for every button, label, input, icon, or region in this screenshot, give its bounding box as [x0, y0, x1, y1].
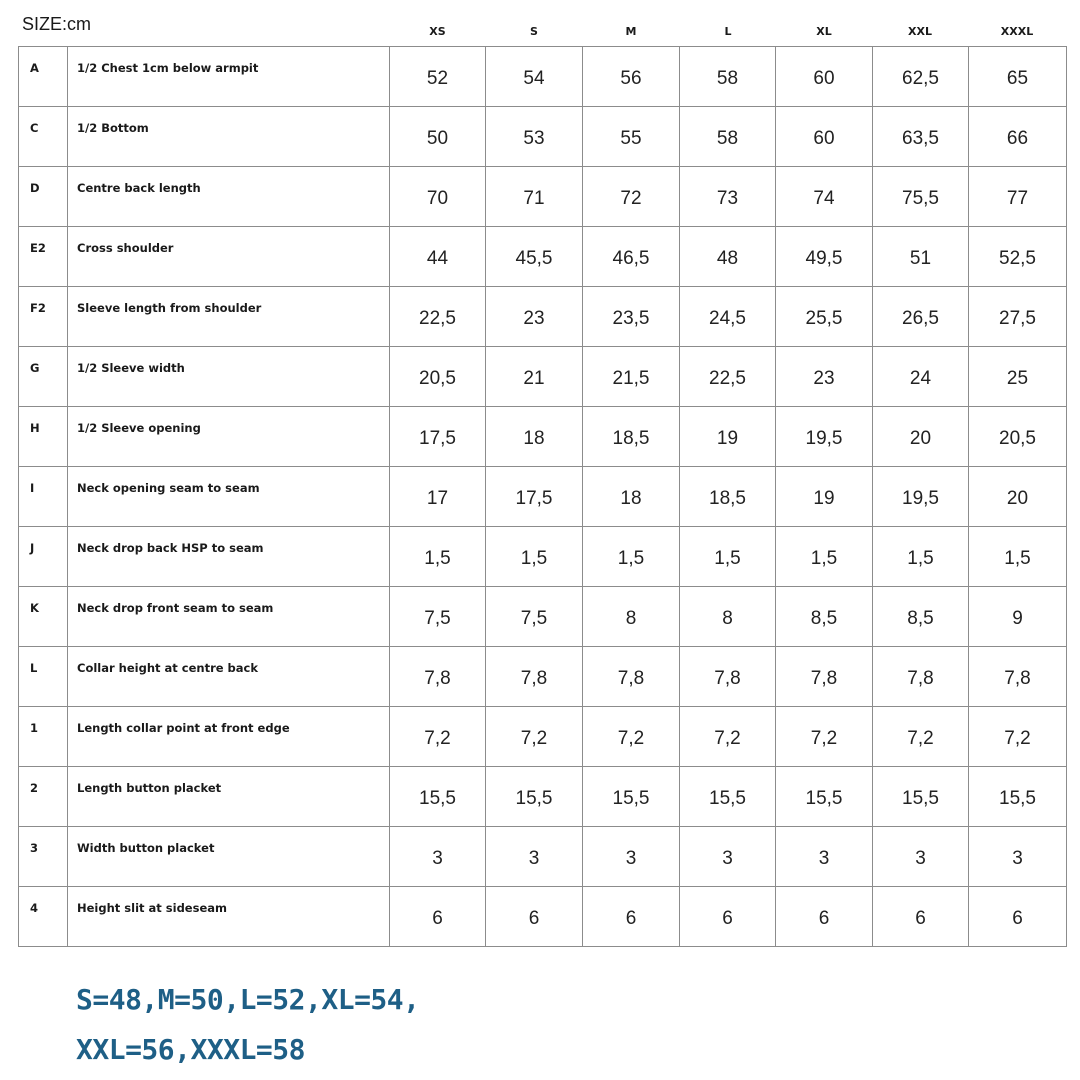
measurement-value-xs: 3: [390, 827, 486, 887]
measurement-value-xs: 17: [390, 467, 486, 527]
measurement-value-xs: 20,5: [390, 347, 486, 407]
measurement-value-xl: 19: [776, 467, 873, 527]
measurement-value-m: 56: [583, 47, 680, 107]
measurement-value-xxxl: 7,8: [969, 647, 1067, 707]
measurement-code: 1: [19, 707, 68, 767]
measurement-value-xxxl: 25: [969, 347, 1067, 407]
measurement-value-s: 7,8: [486, 647, 583, 707]
measurement-value-xxxl: 15,5: [969, 767, 1067, 827]
measurement-value-l: 18,5: [680, 467, 776, 527]
measurement-value-s: 17,5: [486, 467, 583, 527]
size-equivalence-note-line-2: XXL=56,XXXL=58: [76, 1033, 306, 1066]
measurement-code: E2: [19, 227, 68, 287]
measurement-value-xs: 7,8: [390, 647, 486, 707]
measurement-code: C: [19, 107, 68, 167]
measurement-value-xxl: 26,5: [873, 287, 969, 347]
table-row: [19, 347, 1067, 407]
size-header-xs: XS: [429, 24, 446, 38]
measurement-value-l: 6: [680, 887, 776, 947]
measurement-value-m: 23,5: [583, 287, 680, 347]
table-row: [19, 227, 1067, 287]
table-row: [19, 587, 1067, 647]
measurement-value-xxxl: 7,2: [969, 707, 1067, 767]
measurement-code: I: [19, 467, 68, 527]
measurement-value-m: 6: [583, 887, 680, 947]
size-header-xxxl: XXXL: [1000, 24, 1034, 38]
measurement-value-xxl: 62,5: [873, 47, 969, 107]
measurement-value-l: 22,5: [680, 347, 776, 407]
measurement-code: L: [19, 647, 68, 707]
measurement-code: H: [19, 407, 68, 467]
measurement-label: Cross shoulder: [68, 227, 390, 287]
measurement-value-s: 7,5: [486, 587, 583, 647]
measurement-value-s: 53: [486, 107, 583, 167]
measurement-value-xxl: 75,5: [873, 167, 969, 227]
measurement-value-l: 15,5: [680, 767, 776, 827]
measurement-value-s: 1,5: [486, 527, 583, 587]
measurement-value-l: 7,2: [680, 707, 776, 767]
measurement-label: Neck drop front seam to seam: [68, 587, 390, 647]
measurement-value-l: 58: [680, 47, 776, 107]
table-row: [19, 527, 1067, 587]
measurement-value-m: 3: [583, 827, 680, 887]
table-row: [19, 167, 1067, 227]
measurement-value-xl: 49,5: [776, 227, 873, 287]
measurement-value-s: 23: [486, 287, 583, 347]
measurement-value-m: 18,5: [583, 407, 680, 467]
measurement-value-xs: 6: [390, 887, 486, 947]
measurement-value-s: 15,5: [486, 767, 583, 827]
measurement-value-l: 73: [680, 167, 776, 227]
measurement-code: D: [19, 167, 68, 227]
measurement-value-s: 3: [486, 827, 583, 887]
measurement-value-xl: 6: [776, 887, 873, 947]
measurement-value-l: 48: [680, 227, 776, 287]
measurement-value-xl: 8,5: [776, 587, 873, 647]
measurement-value-m: 46,5: [583, 227, 680, 287]
measurement-value-xxxl: 9: [969, 587, 1067, 647]
measurement-value-xxl: 7,8: [873, 647, 969, 707]
measurement-value-xl: 74: [776, 167, 873, 227]
measurement-value-xl: 19,5: [776, 407, 873, 467]
measurement-value-xl: 25,5: [776, 287, 873, 347]
measurement-value-l: 24,5: [680, 287, 776, 347]
measurement-value-xs: 44: [390, 227, 486, 287]
measurement-value-xxl: 3: [873, 827, 969, 887]
measurement-value-xxxl: 1,5: [969, 527, 1067, 587]
measurement-label: 1/2 Chest 1cm below armpit: [68, 47, 390, 107]
measurement-value-xxxl: 52,5: [969, 227, 1067, 287]
measurement-value-xxxl: 3: [969, 827, 1067, 887]
measurement-value-xs: 15,5: [390, 767, 486, 827]
measurement-value-xs: 70: [390, 167, 486, 227]
measurement-label: 1/2 Sleeve width: [68, 347, 390, 407]
measurement-value-xxxl: 20,5: [969, 407, 1067, 467]
measurement-value-xl: 7,8: [776, 647, 873, 707]
measurement-value-xs: 1,5: [390, 527, 486, 587]
measurement-label: Collar height at centre back: [68, 647, 390, 707]
measurement-value-xs: 50: [390, 107, 486, 167]
measurement-value-s: 45,5: [486, 227, 583, 287]
table-row: [19, 767, 1067, 827]
measurement-value-xs: 7,2: [390, 707, 486, 767]
size-unit-label: SIZE:cm: [22, 14, 92, 34]
measurement-code: K: [19, 587, 68, 647]
measurement-value-xxl: 20: [873, 407, 969, 467]
measurement-value-m: 72: [583, 167, 680, 227]
measurement-code: 4: [19, 887, 68, 947]
measurement-label: Sleeve length from shoulder: [68, 287, 390, 347]
measurement-code: J: [19, 527, 68, 587]
size-header-xl: XL: [816, 24, 832, 38]
measurement-label: 1/2 Bottom: [68, 107, 390, 167]
table-row: [19, 467, 1067, 527]
measurement-value-m: 15,5: [583, 767, 680, 827]
measurement-code: F2: [19, 287, 68, 347]
measurement-code: G: [19, 347, 68, 407]
measurement-value-xxxl: 27,5: [969, 287, 1067, 347]
table-row: [19, 47, 1067, 107]
measurement-label: 1/2 Sleeve opening: [68, 407, 390, 467]
measurement-value-m: 7,2: [583, 707, 680, 767]
measurement-value-xxl: 24: [873, 347, 969, 407]
measurement-value-xxl: 51: [873, 227, 969, 287]
measurement-value-s: 7,2: [486, 707, 583, 767]
measurement-value-xxxl: 65: [969, 47, 1067, 107]
size-spec-table: [18, 46, 1067, 947]
measurement-value-xxxl: 66: [969, 107, 1067, 167]
measurement-value-xl: 23: [776, 347, 873, 407]
table-row: [19, 887, 1067, 947]
size-header-s: S: [530, 24, 538, 38]
measurement-value-xxxl: 77: [969, 167, 1067, 227]
table-row: [19, 107, 1067, 167]
measurement-value-s: 18: [486, 407, 583, 467]
measurement-value-l: 7,8: [680, 647, 776, 707]
measurement-value-xxl: 1,5: [873, 527, 969, 587]
measurement-label: Width button placket: [68, 827, 390, 887]
size-header-xxl: XXL: [908, 24, 932, 38]
measurement-value-xl: 15,5: [776, 767, 873, 827]
measurement-value-xxl: 7,2: [873, 707, 969, 767]
measurement-value-xs: 7,5: [390, 587, 486, 647]
measurement-value-s: 71: [486, 167, 583, 227]
table-row: [19, 707, 1067, 767]
measurement-label: Centre back length: [68, 167, 390, 227]
measurement-value-xl: 60: [776, 47, 873, 107]
measurement-value-xxl: 19,5: [873, 467, 969, 527]
measurement-value-l: 1,5: [680, 527, 776, 587]
measurement-value-xxxl: 6: [969, 887, 1067, 947]
measurement-value-m: 21,5: [583, 347, 680, 407]
measurement-label: Length collar point at front edge: [68, 707, 390, 767]
measurement-value-xs: 17,5: [390, 407, 486, 467]
measurement-value-m: 8: [583, 587, 680, 647]
measurement-value-s: 54: [486, 47, 583, 107]
size-equivalence-note-line-1: S=48,M=50,L=52,XL=54,: [76, 983, 420, 1016]
measurement-label: Length button placket: [68, 767, 390, 827]
measurement-value-m: 18: [583, 467, 680, 527]
measurement-value-xxl: 15,5: [873, 767, 969, 827]
table-row: [19, 287, 1067, 347]
measurement-value-l: 58: [680, 107, 776, 167]
measurement-value-m: 55: [583, 107, 680, 167]
size-header-m: M: [625, 24, 637, 38]
measurement-code: 3: [19, 827, 68, 887]
measurement-value-xxl: 6: [873, 887, 969, 947]
table-row: [19, 827, 1067, 887]
table-row: [19, 407, 1067, 467]
measurement-value-xl: 3: [776, 827, 873, 887]
size-spec-body: [19, 47, 1067, 947]
measurement-value-xl: 1,5: [776, 527, 873, 587]
measurement-code: 2: [19, 767, 68, 827]
measurement-value-xxl: 8,5: [873, 587, 969, 647]
measurement-value-s: 6: [486, 887, 583, 947]
measurement-code: A: [19, 47, 68, 107]
size-header-l: L: [724, 24, 732, 38]
measurement-label: Height slit at sideseam: [68, 887, 390, 947]
measurement-value-xxxl: 20: [969, 467, 1067, 527]
measurement-value-l: 8: [680, 587, 776, 647]
measurement-value-l: 19: [680, 407, 776, 467]
measurement-value-s: 21: [486, 347, 583, 407]
table-row: [19, 647, 1067, 707]
measurement-value-m: 1,5: [583, 527, 680, 587]
measurement-value-xl: 7,2: [776, 707, 873, 767]
measurement-value-m: 7,8: [583, 647, 680, 707]
measurement-value-xxl: 63,5: [873, 107, 969, 167]
measurement-value-xs: 52: [390, 47, 486, 107]
measurement-value-l: 3: [680, 827, 776, 887]
measurement-value-xs: 22,5: [390, 287, 486, 347]
measurement-label: Neck drop back HSP to seam: [68, 527, 390, 587]
measurement-label: Neck opening seam to seam: [68, 467, 390, 527]
measurement-value-xl: 60: [776, 107, 873, 167]
